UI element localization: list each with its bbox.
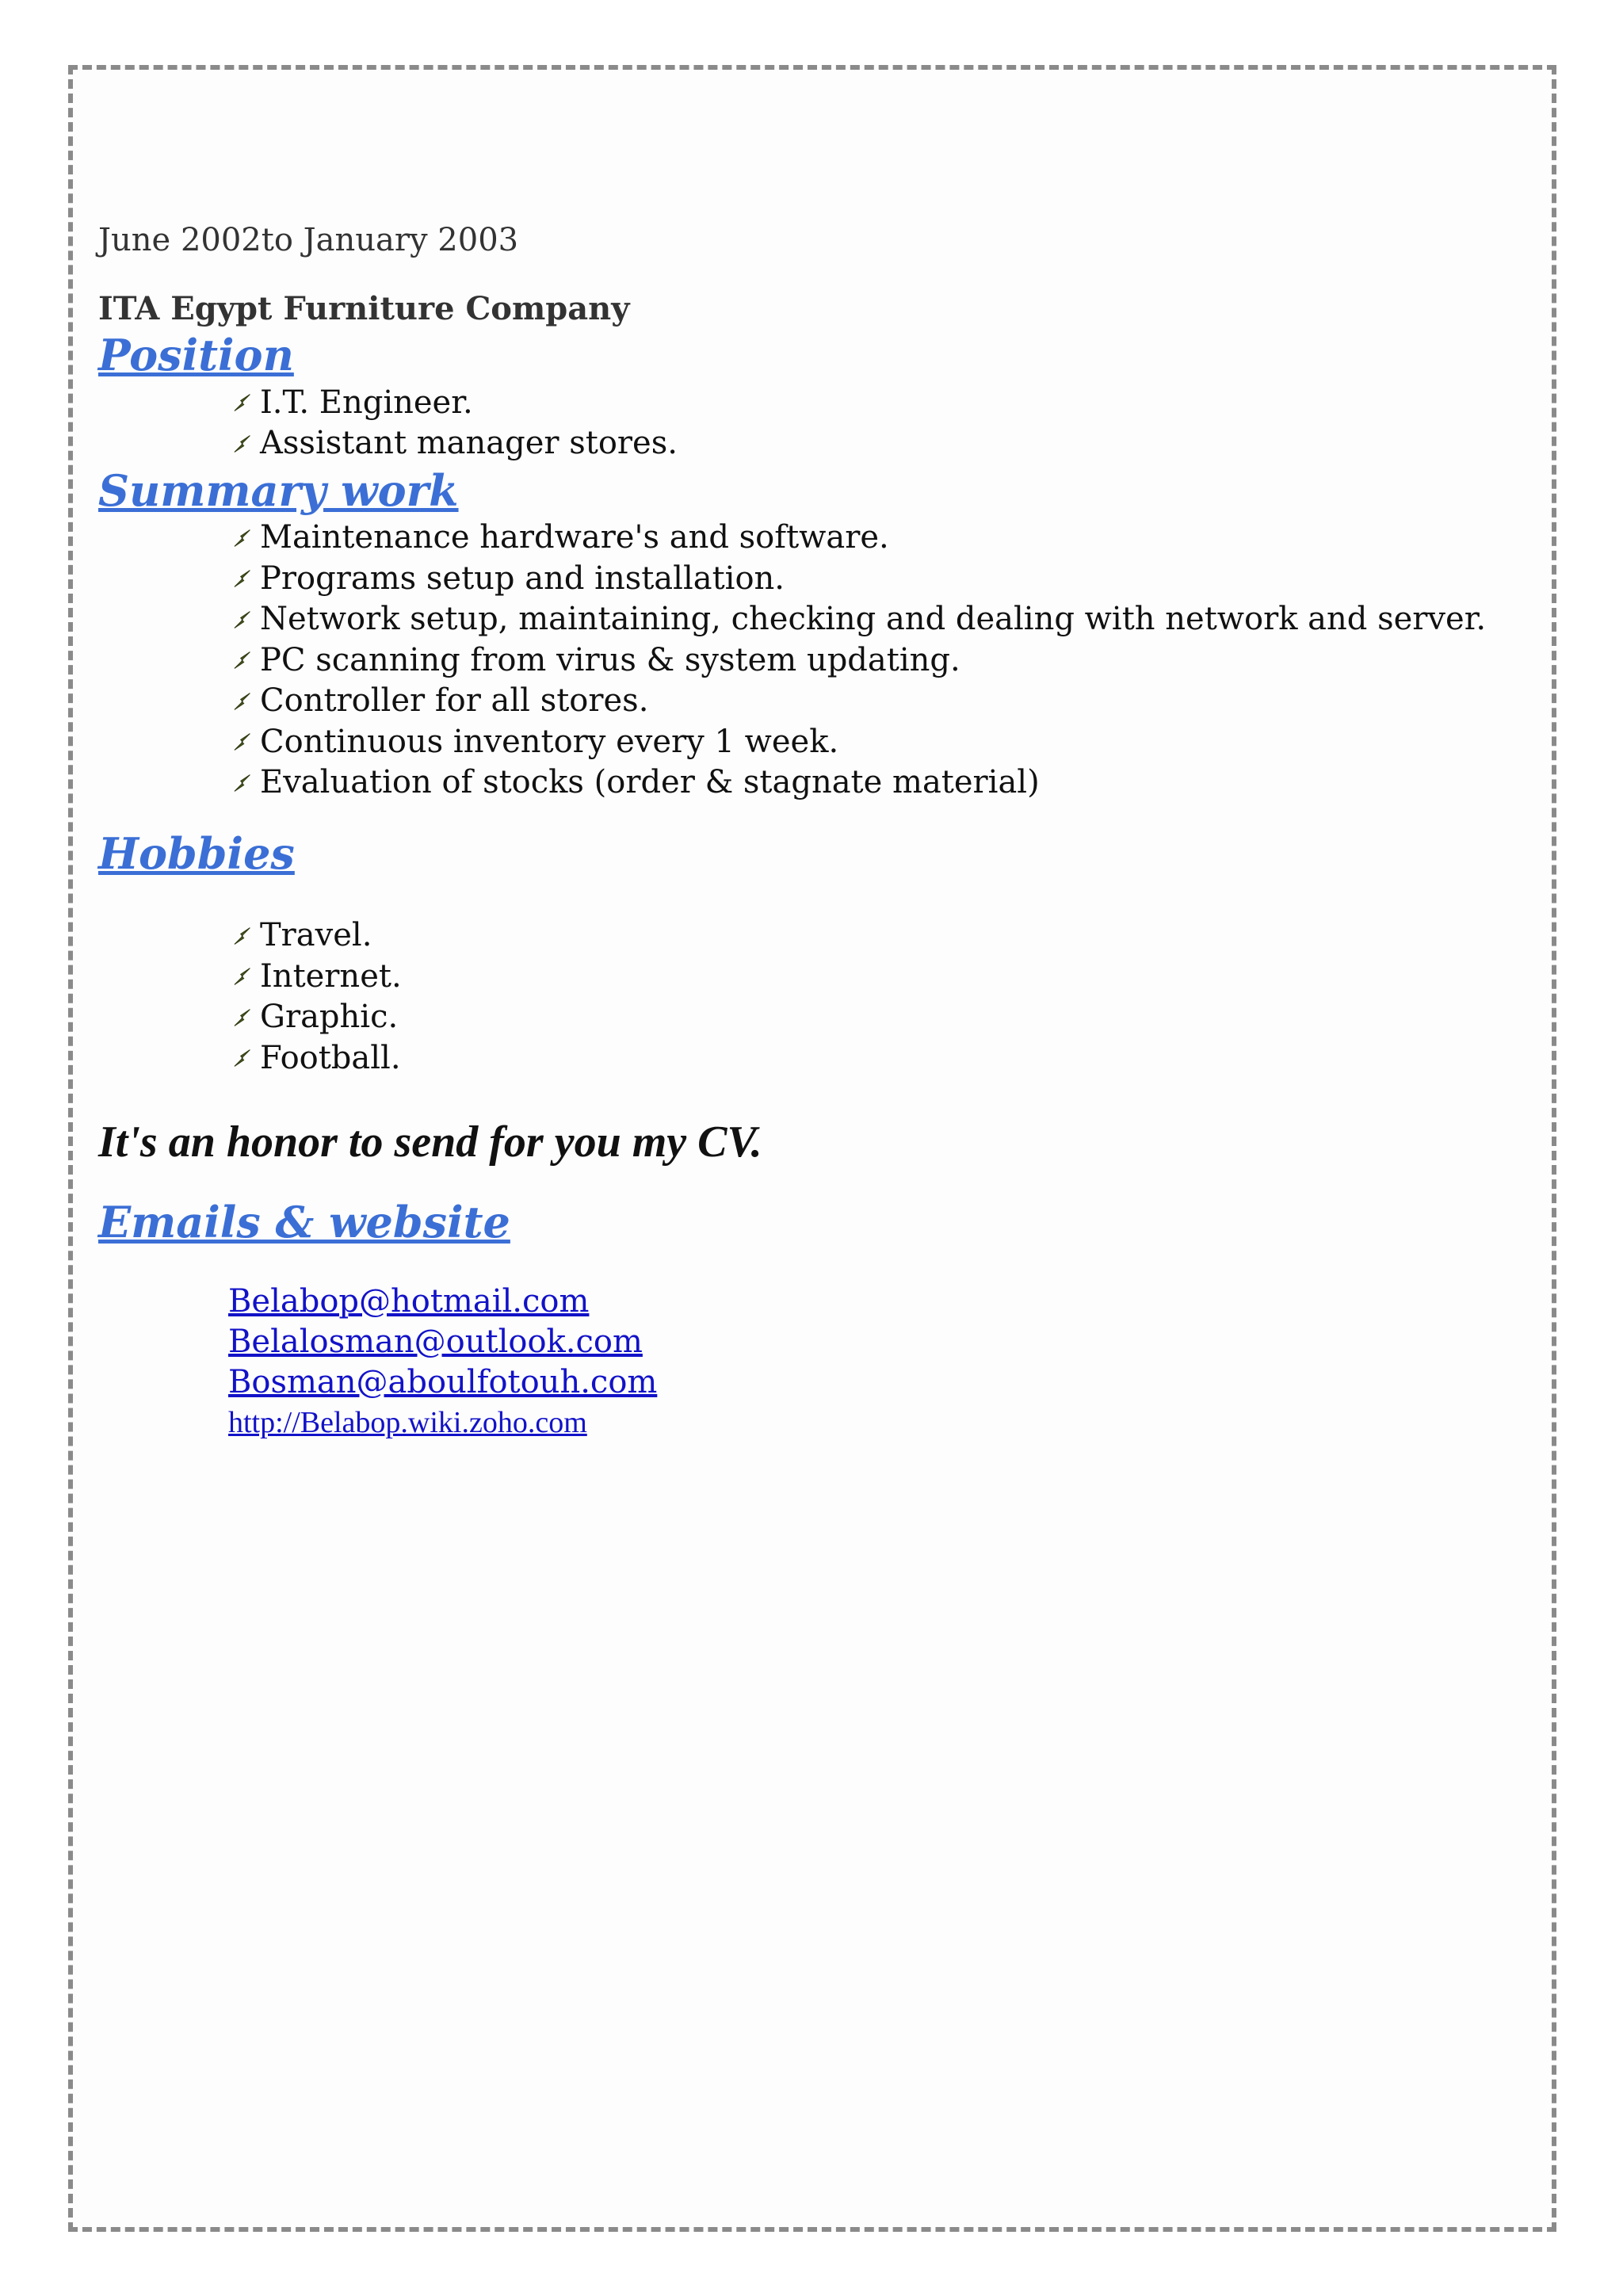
- list-item-label: PC scanning from virus & system updating.: [260, 641, 960, 678]
- list-item: [231, 681, 1525, 722]
- list-item-label: Evaluation of stocks (order & stagnate material): [260, 764, 1040, 800]
- arrow-bullet-icon: [231, 609, 252, 630]
- company-name: ITA Egypt Furniture Company: [98, 290, 630, 327]
- list-item-label: Controller for all stores.: [260, 682, 649, 719]
- list-item: [231, 762, 1525, 804]
- summary-work-heading: Summary work: [98, 464, 459, 516]
- list-item: [231, 997, 1525, 1038]
- list-item: [231, 383, 1525, 424]
- arrow-bullet-icon: [231, 568, 252, 589]
- email-link-aboulfotouh[interactable]: Bosman@aboulfotouh.com: [228, 1363, 658, 1400]
- list-item-label: Maintenance hardware's and software.: [260, 519, 889, 556]
- position-list: [98, 383, 1525, 464]
- arrow-bullet-icon: [231, 434, 252, 454]
- list-item: [231, 599, 1525, 640]
- list-item: [231, 423, 1525, 464]
- arrow-bullet-icon: [231, 691, 252, 712]
- list-item-label: Football.: [260, 1039, 401, 1076]
- list-item: [231, 915, 1525, 957]
- summary-work-list: [98, 518, 1525, 804]
- arrow-bullet-icon: [231, 926, 252, 946]
- arrow-bullet-icon: [231, 732, 252, 752]
- list-item-label: Network setup, maintaining, checking and dealing with network and server.: [260, 601, 1487, 637]
- cv-content: [98, 222, 1525, 1443]
- hobbies-heading: Hobbies: [98, 827, 295, 879]
- arrow-bullet-icon: [231, 528, 252, 548]
- arrow-bullet-icon: [231, 1007, 252, 1028]
- website-link[interactable]: http://Belabop.wiki.zoho.com: [228, 1405, 587, 1439]
- list-item-label: I.T. Engineer.: [260, 384, 473, 421]
- contacts-list: [98, 1282, 1525, 1443]
- list-item-label: Programs setup and installation.: [260, 560, 785, 597]
- arrow-bullet-icon: [231, 966, 252, 987]
- list-item-label: Internet.: [260, 957, 402, 995]
- list-item-label: Graphic.: [260, 999, 399, 1035]
- list-item: [231, 559, 1525, 600]
- list-item: [231, 957, 1525, 998]
- arrow-bullet-icon: [231, 773, 252, 793]
- list-item: [231, 518, 1525, 559]
- list-item-label: Assistant manager stores.: [260, 425, 678, 461]
- arrow-bullet-icon: [231, 650, 252, 670]
- email-link-outlook[interactable]: Belalosman@outlook.com: [228, 1323, 643, 1360]
- email-link-hotmail[interactable]: Belabop@hotmail.com: [228, 1282, 590, 1320]
- arrow-bullet-icon: [231, 1048, 252, 1068]
- date-range: June 2002to January 2003: [98, 222, 519, 258]
- list-item: [231, 640, 1525, 682]
- hobbies-list: [98, 915, 1525, 1079]
- contacts-heading: Emails & website: [98, 1197, 510, 1247]
- position-heading: Position: [98, 330, 294, 380]
- list-item-label: Travel.: [260, 917, 372, 953]
- closing-statement: It's an honor to send for you my CV.: [98, 1117, 762, 1167]
- list-item: [231, 1038, 1525, 1079]
- list-item-label: Continuous inventory every 1 week.: [260, 723, 839, 760]
- arrow-bullet-icon: [231, 392, 252, 413]
- list-item: [231, 722, 1525, 763]
